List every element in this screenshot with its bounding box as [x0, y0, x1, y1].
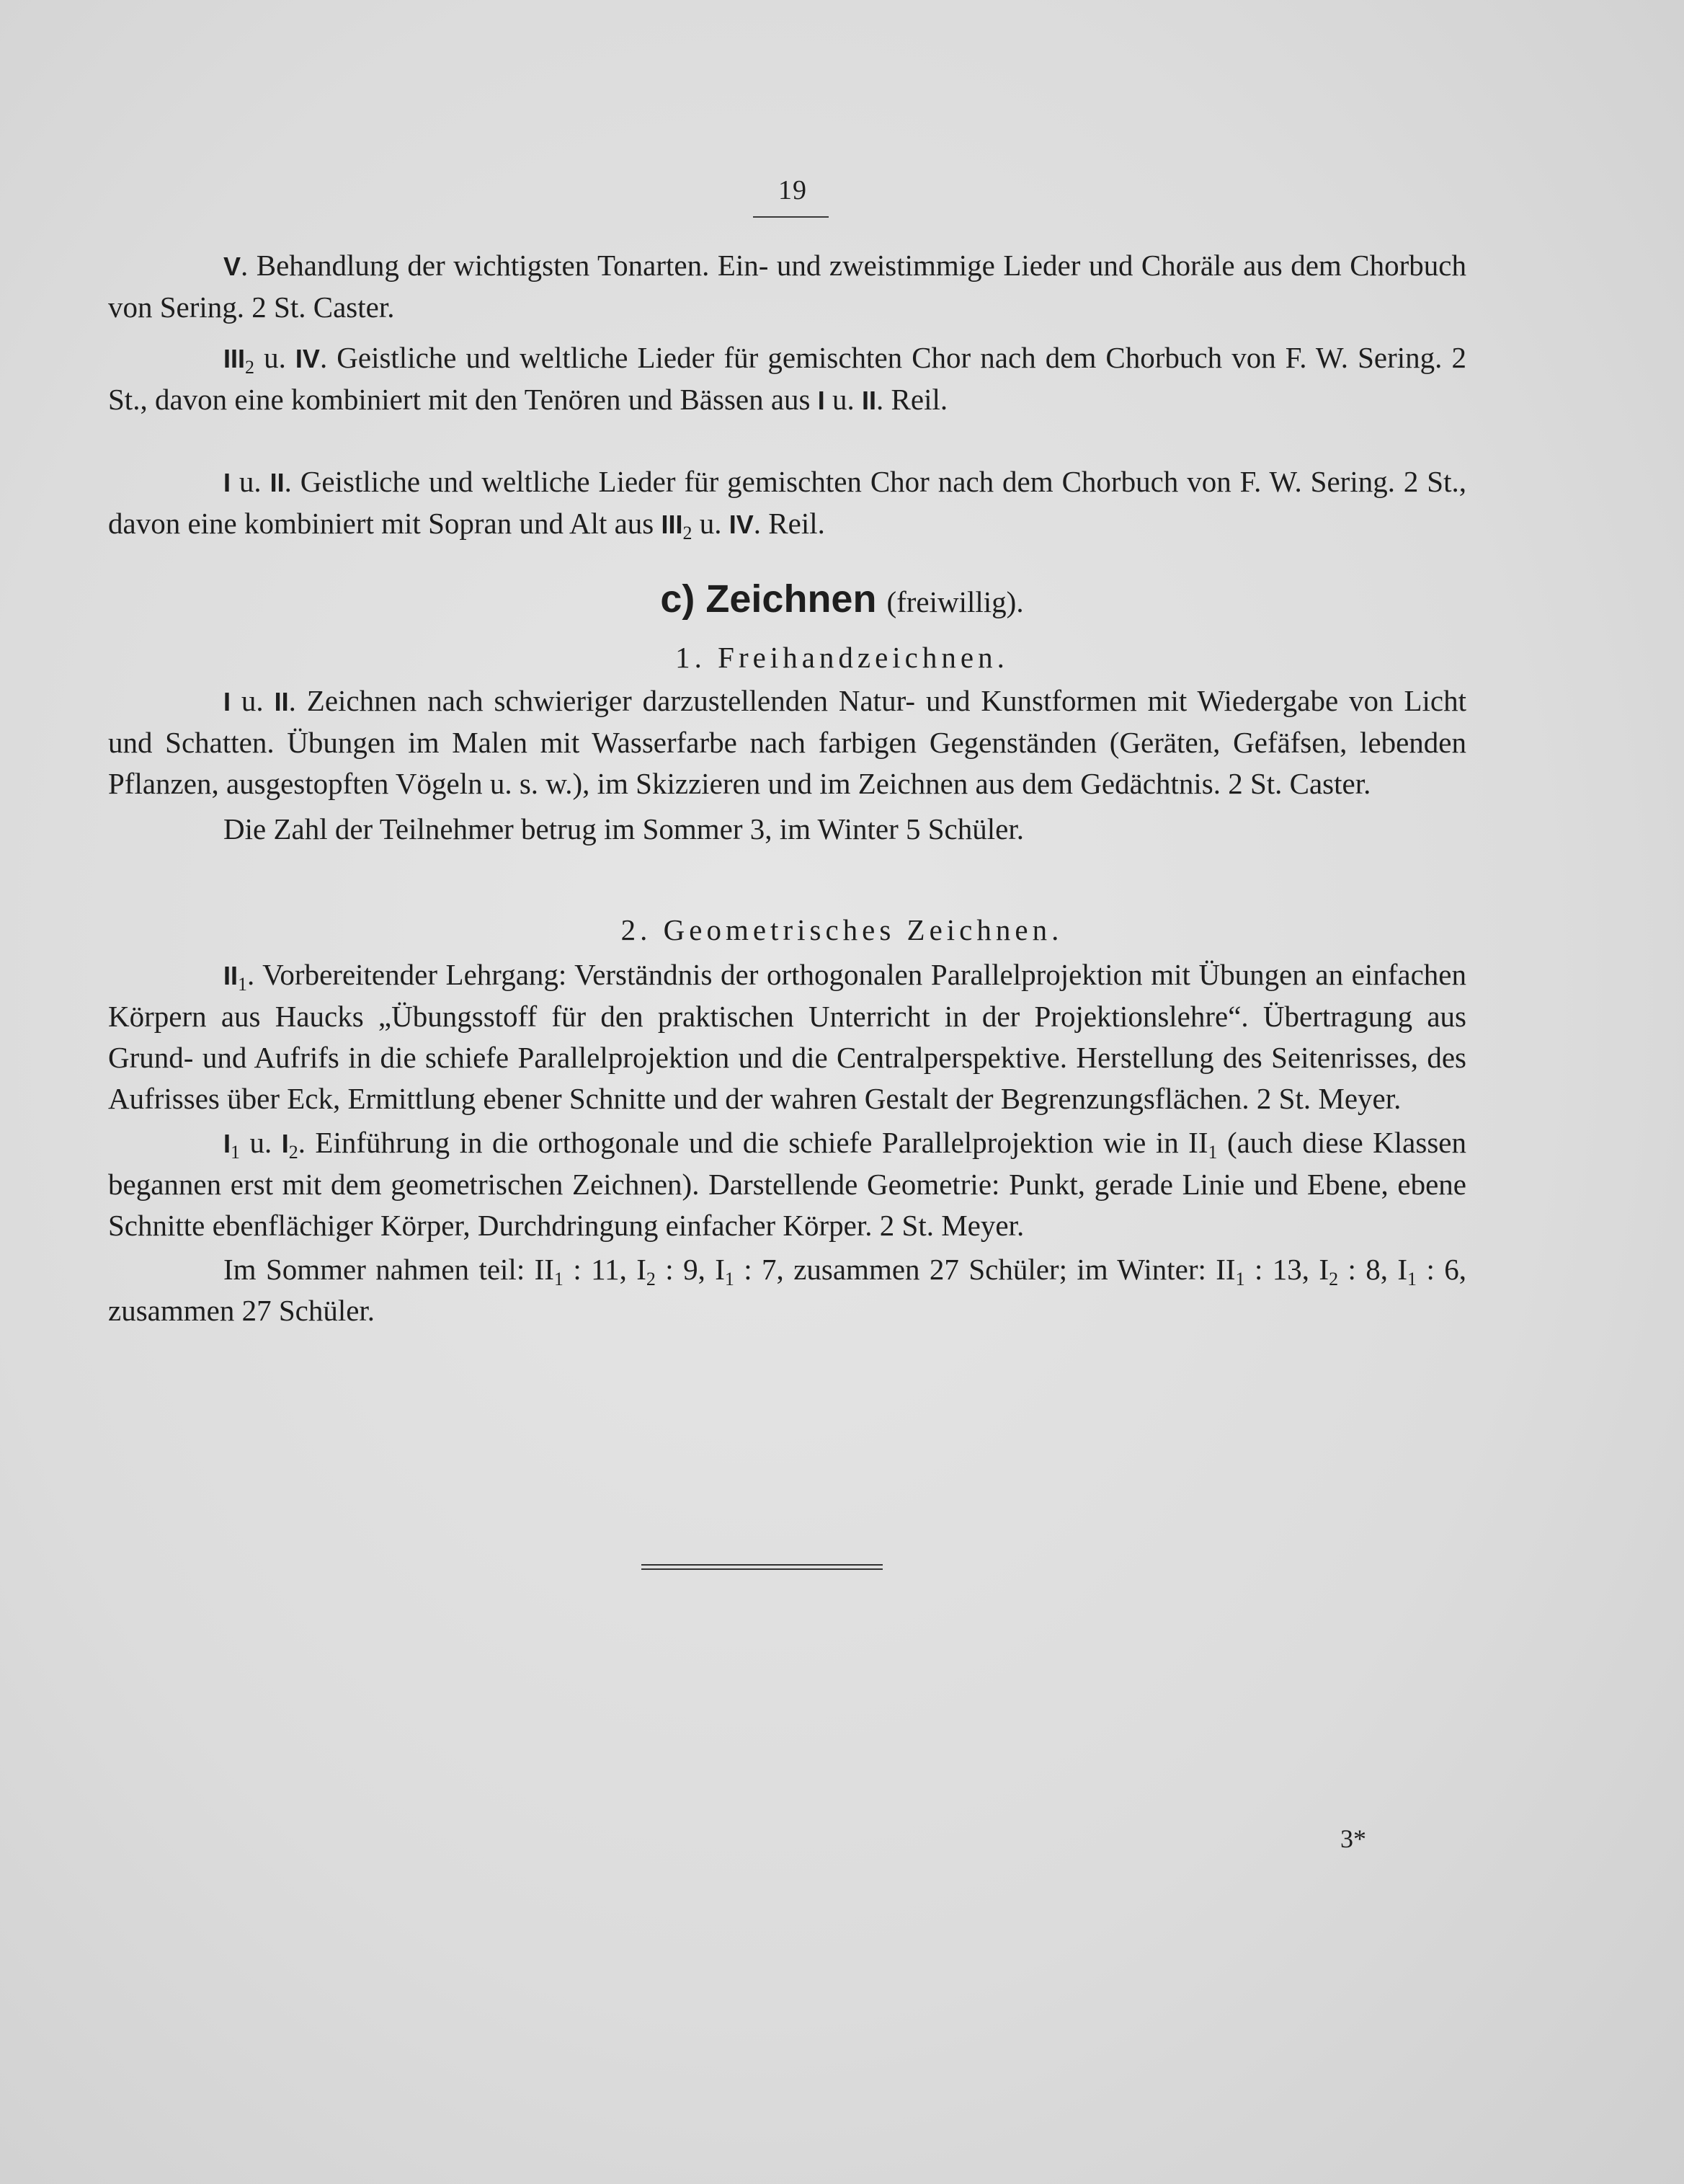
- music-paragraph-v: [108, 245, 1466, 328]
- paragraph-text: . Behandlung der wichtigsten Tonarten. Ein- und zweistimmige Lieder und Choräle aus dem Chorbuch von Sering. 2 St. Caster.: [108, 249, 1466, 324]
- class-subscript: 2: [646, 1269, 656, 1289]
- class-subscript: 1: [724, 1269, 734, 1289]
- class-subscript: 2: [288, 1142, 298, 1163]
- sheet-signature: 3*: [1340, 1824, 1366, 1853]
- paragraph-text: u.: [231, 684, 275, 717]
- paragraph-text: : 9, I: [655, 1253, 725, 1286]
- geometric-paragraph-ii: [108, 954, 1466, 1119]
- section-heading: [0, 577, 1684, 621]
- class-label: III: [223, 344, 246, 373]
- freehand-participants: Die Zahl der Teilnehmer betrug im Sommer 3, im Winter 5 Schüler.: [223, 812, 1024, 845]
- class-label: IV: [295, 344, 320, 373]
- class-label: V: [223, 252, 241, 281]
- class-label: II: [862, 386, 877, 415]
- end-rule: [641, 1564, 883, 1570]
- class-subscript: 1: [231, 1142, 241, 1163]
- class-subscript: 1: [1235, 1269, 1245, 1289]
- class-subscript: 1: [553, 1269, 563, 1289]
- paragraph-text: : 11, I: [563, 1253, 646, 1286]
- class-label: I: [223, 1129, 231, 1158]
- page-number: 19: [778, 175, 807, 205]
- paragraph-text: . Vorbereitender Lehrgang: Verständnis der orthogonalen Parallelprojektion mit Übungen an einfachen Körpern aus Haucks „Übungsstoff für den praktischen Unterricht in der Projektionslehre“. Übertragung aus Grund- und Aufrifs in die schiefe Parallelprojektion und die Centralperspektive. Herstellung des Seitenrisses, des Aufrisses über Eck, Ermittlung ebener Schnitte und der wahren Gestalt der Begrenzungsflächen. 2 St. Meyer.: [108, 958, 1466, 1115]
- geometric-section: [108, 954, 1466, 1331]
- music-paragraph-iii-iv: [108, 337, 1466, 421]
- class-label: I: [817, 386, 825, 415]
- class-subscript: 2: [1329, 1269, 1339, 1289]
- paragraph-text: : 6, zusammen 27 Schüler.: [108, 1253, 1466, 1327]
- music-section-2: [108, 337, 1466, 421]
- paragraph-text: . Geistliche und weltliche Lieder für gemischten Chor nach dem Chorbuch von F. W. Sering. 2 St., davon eine kombiniert mit den Tenören und Bässen aus: [108, 341, 1466, 416]
- paragraph-text: u.: [824, 383, 863, 416]
- freehand-section: [108, 680, 1466, 850]
- class-label: II: [269, 468, 285, 497]
- music-section: [108, 245, 1466, 328]
- paragraph-text: . Einführung in die orthogonale und die schiefe Parallelprojektion wie in II: [298, 1126, 1208, 1159]
- section-title: c) Zeichnen: [660, 577, 877, 621]
- class-subscript: 1: [238, 974, 248, 995]
- subheading-geometric: 2. Geometrisches Zeichnen.: [620, 913, 1064, 946]
- class-label: III: [661, 510, 683, 539]
- class-label: I: [223, 468, 231, 497]
- paragraph-text: : 13, I: [1244, 1253, 1329, 1286]
- class-subscript: 2: [245, 357, 255, 378]
- paragraph-text: : 8, I: [1338, 1253, 1408, 1286]
- freehand-paragraph: [108, 680, 1466, 804]
- paragraph-text: Im Sommer nahmen teil: II: [223, 1253, 554, 1286]
- paragraph-text: (auch diese Klassen begannen erst mit dem geometrischen Zeichnen). Darstellende Geometrie: Punkt, gerade Linie und Ebene, ebene Schnitte ebenflächiger Körper, Durchdringung einfacher Körper. 2 St. Meyer.: [108, 1126, 1466, 1242]
- class-label: I: [223, 687, 231, 716]
- page-number-rule: [753, 216, 829, 218]
- music-paragraph-i-ii: [108, 461, 1466, 545]
- paragraph-text: . Reil.: [876, 383, 948, 416]
- paragraph-text: : 7, zusammen 27 Schüler; im Winter: II: [734, 1253, 1236, 1286]
- music-section-3: [108, 461, 1466, 545]
- paragraph-text: . Zeichnen nach schwieriger darzustellenden Natur- und Kunstformen mit Wiedergabe von Licht und Schatten. Übungen im Malen mit Wasserfarbe nach farbigen Gegenständen (Geräten, Gefäfsen, lebenden Pflanzen, ausgestopften Vögeln u. s. w.), im Skizzieren und im Zeichnen aus dem Gedächtnis. 2 St. Caster.: [108, 684, 1466, 800]
- section-title-note: (freiwillig).: [886, 585, 1024, 618]
- paragraph-text: u.: [692, 507, 729, 540]
- class-subscript: 2: [682, 523, 692, 543]
- paragraph-text: . Geistliche und weltliche Lieder für gemischten Chor nach dem Chorbuch von F. W. Sering. 2 St., davon eine kombiniert mit Sopran und Alt aus: [108, 465, 1466, 540]
- class-subscript: 1: [1208, 1142, 1218, 1163]
- geometric-paragraph-i: [108, 1122, 1466, 1246]
- paragraph-text: u.: [240, 1126, 282, 1159]
- class-label: II: [223, 961, 239, 990]
- class-label: I: [281, 1129, 289, 1158]
- class-subscript: 1: [1407, 1269, 1417, 1289]
- class-label: II: [274, 687, 289, 716]
- paragraph-text: u.: [254, 341, 295, 374]
- geometric-participants: [108, 1249, 1466, 1331]
- class-label: IV: [729, 510, 754, 539]
- paragraph-text: u.: [231, 465, 270, 498]
- paragraph-text: . Reil.: [753, 507, 825, 540]
- subheading-freehand: 1. Freihandzeichnen.: [675, 641, 1009, 674]
